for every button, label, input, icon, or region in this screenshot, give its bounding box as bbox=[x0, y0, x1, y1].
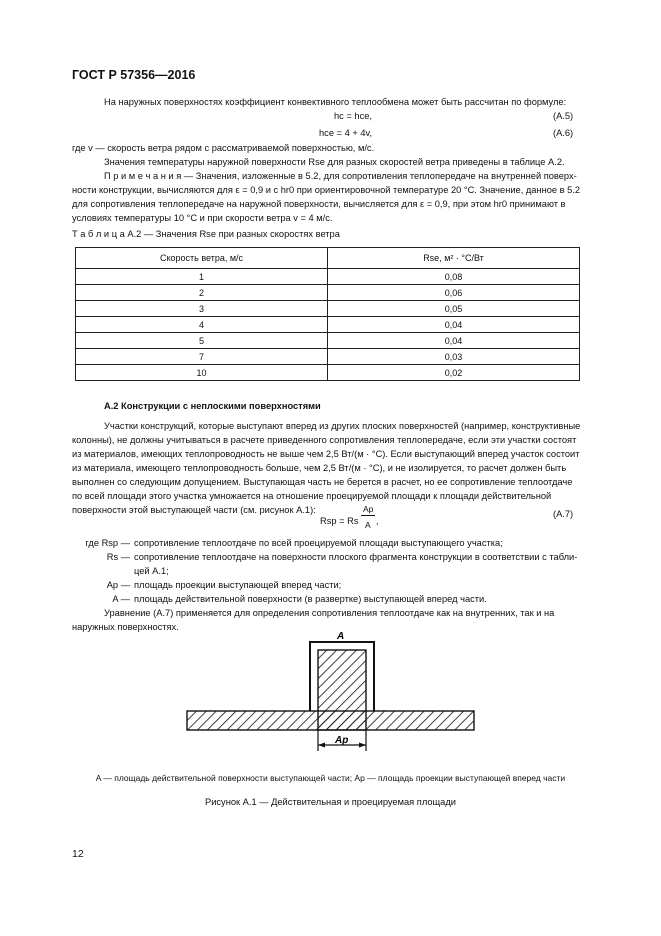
table-row bbox=[76, 317, 580, 333]
para-line-6: по всей площади этого участка умножается на отношение проецируемой площади к площади действительной bbox=[72, 491, 552, 501]
def-text: сопротивление теплоотдаче на поверхности плоского фрагмента конструкции в соответствии с табли- bbox=[134, 552, 578, 562]
table-row bbox=[76, 365, 580, 381]
note-line-1 bbox=[104, 169, 584, 184]
cell-value: 0,08 bbox=[328, 269, 580, 285]
def-sym: A — bbox=[112, 594, 130, 604]
col-header-rse: Rse, м² · °С/Вт bbox=[328, 248, 580, 269]
arrow-right bbox=[359, 743, 366, 748]
note-text-1: Значения, изложенные в 5.2, для сопротивления теплопередаче на внутренней поверх- bbox=[195, 171, 577, 181]
para-line-4: из материала, имеющего теплопроводность больше, чем 2,5 Вт/(м · °С), и не изолируется, то расчет должен быть bbox=[72, 463, 567, 473]
usage-line-2: наружных поверхностях. bbox=[72, 622, 179, 632]
wind-speed-table bbox=[75, 247, 580, 381]
intro-text: На наружных поверхностях коэффициент конвективного теплообмена может быть рассчитан по формуле: bbox=[104, 97, 567, 107]
cell-speed: 4 bbox=[76, 317, 328, 333]
para-line-7: поверхности этой выступающей части (см. рисунок А.1): bbox=[72, 505, 316, 515]
formula-a7-number: (А.7) bbox=[553, 509, 574, 519]
formula-a7 bbox=[320, 504, 390, 534]
formula-a6-number: (А.6) bbox=[553, 128, 574, 138]
para-line-2: колонны), не должны учитываться в расчете приведенного сопротивления теплопередаче, если эти участки состоят bbox=[72, 435, 577, 445]
cell-speed: 5 bbox=[76, 333, 328, 349]
table-row bbox=[76, 333, 580, 349]
formula-a7-end: , bbox=[376, 516, 379, 526]
values-text: Значения температуры наружной поверхности Rse для разных скоростей ветра приведены в таблице А.2. bbox=[104, 157, 565, 167]
para-line-3: из материалов, имеющих теплопроводность не выше чем 2,5 Вт/(м · °С). Если выступающий вперед участок состоит bbox=[72, 449, 580, 459]
formula-a6: hсe = 4 + 4v, bbox=[319, 128, 373, 138]
table-row bbox=[76, 269, 580, 285]
cell-value: 0,05 bbox=[328, 301, 580, 317]
table-row bbox=[76, 349, 580, 365]
label-a: A bbox=[337, 631, 345, 642]
fraction-bar bbox=[361, 515, 375, 516]
table-row bbox=[76, 285, 580, 301]
def-text: площадь действительной поверхности (в развертке) выступающей вперед части. bbox=[134, 594, 487, 604]
formula-a7-lhs: Rsp = Rs bbox=[320, 516, 359, 526]
usage-line-1: Уравнение (А.7) применяется для определения сопротивления теплоотдаче как на внутренних, так и на bbox=[104, 608, 555, 618]
col-header-speed: Скорость ветра, м/с bbox=[76, 248, 328, 269]
figure-caption: A — площадь действительной поверхности выступающей части; Ap — площадь проекции выступающей вперед части bbox=[95, 773, 566, 783]
para-line-1: Участки конструкций, которые выступают вперед из других плоских поверхностей (например, конструктивные bbox=[104, 421, 581, 431]
arrow-left bbox=[318, 743, 325, 748]
def-text: сопротивление теплоотдаче по всей проецируемой площади выступающего участка; bbox=[134, 538, 503, 548]
para-line-5: выполнен со следующим допущением. Выступающая часть не берется в расчет, но ее сопротивление теплоотдаче bbox=[72, 477, 573, 487]
note-label: П р и м е ч а н и я — bbox=[104, 171, 194, 181]
cell-value: 0,02 bbox=[328, 365, 580, 381]
def-text: цей А.1; bbox=[134, 566, 169, 576]
cell-value: 0,04 bbox=[328, 333, 580, 349]
cell-speed: 7 bbox=[76, 349, 328, 365]
formula-a5: hс = hсe, bbox=[334, 111, 372, 121]
note-line-3: для сопротивления теплопередаче на наружной поверхности, вычисляется для ε = 0,9, при этом hr0 принимают в bbox=[72, 199, 566, 209]
cell-speed: 1 bbox=[76, 269, 328, 285]
where-v-text: где v — скорость ветра рядом с рассматриваемой поверхностью, м/с. bbox=[72, 143, 375, 153]
def-sym: Ap — bbox=[106, 580, 130, 590]
figure-a1 bbox=[180, 628, 480, 758]
def-sym: Rs — bbox=[106, 552, 130, 562]
cell-value: 0,04 bbox=[328, 317, 580, 333]
formula-a7-denominator: A bbox=[365, 520, 371, 530]
cell-speed: 10 bbox=[76, 365, 328, 381]
cell-speed: 2 bbox=[76, 285, 328, 301]
cell-speed: 3 bbox=[76, 301, 328, 317]
label-ap: Ap bbox=[335, 735, 349, 746]
formula-a5-number: (А.5) bbox=[553, 111, 574, 121]
table-row bbox=[76, 301, 580, 317]
def-sym: где Rsp — bbox=[85, 538, 130, 548]
cell-value: 0,03 bbox=[328, 349, 580, 365]
note-line-4: условиях температуры 10 °С и при скорости ветра v = 4 м/с. bbox=[72, 213, 333, 223]
table-caption: Т а б л и ц а А.2 — Значения Rse при разных скоростях ветра bbox=[72, 229, 340, 239]
table-header-row bbox=[76, 248, 580, 269]
figure-title: Рисунок А.1 — Действительная и проецируемая площади bbox=[205, 797, 456, 807]
def-text: площадь проекции выступающей вперед части; bbox=[134, 580, 342, 590]
section-title: А.2 Конструкции с неплоскими поверхностями bbox=[104, 401, 321, 411]
page-number: 12 bbox=[72, 848, 84, 860]
document-header: ГОСТ Р 57356—2016 bbox=[72, 68, 196, 82]
cell-value: 0,06 bbox=[328, 285, 580, 301]
protrusion bbox=[318, 650, 366, 730]
note-line-2: ности конструкции, вычисляются для ε = 0,9 и с hr0 при ориентировочной температуре 20 °С. Значение, данное в 5.2 bbox=[72, 185, 581, 195]
formula-a7-numerator: Ap bbox=[363, 504, 374, 514]
